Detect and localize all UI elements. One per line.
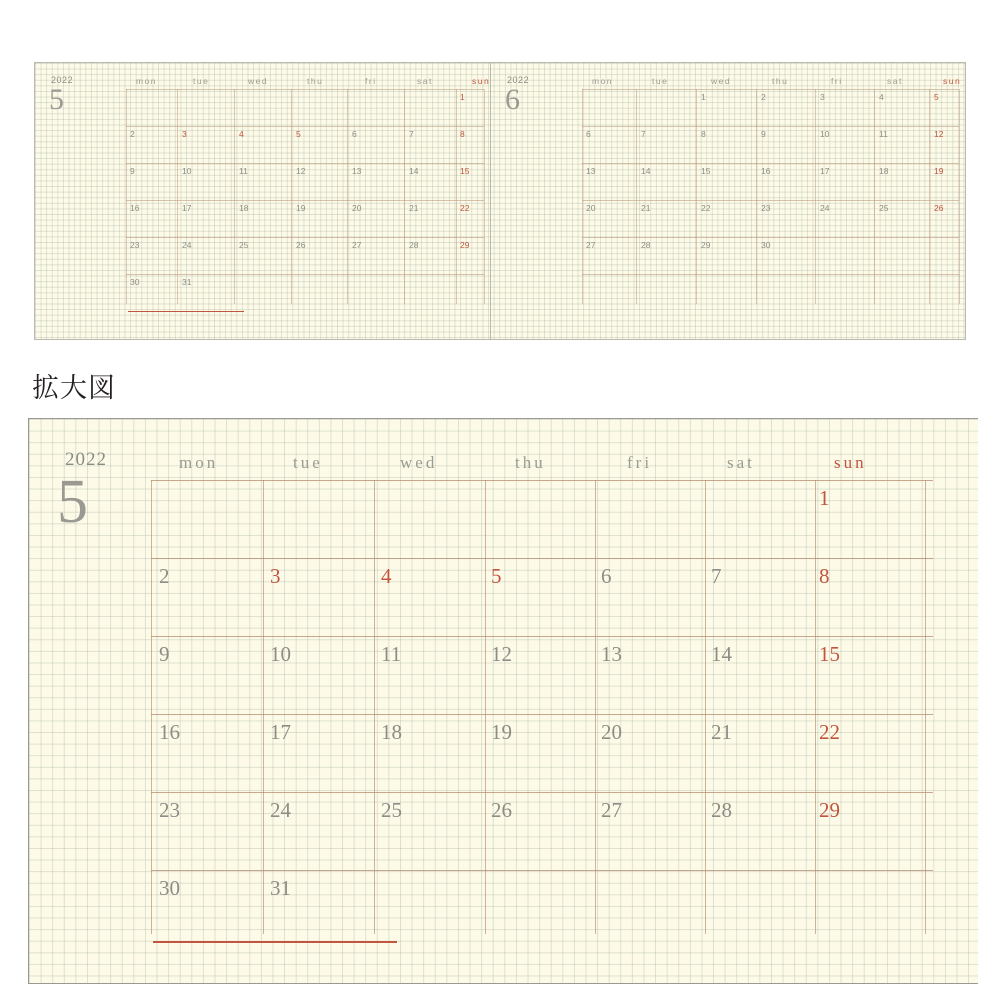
mini-day-cell: 29 xyxy=(701,240,711,250)
mini-day-cell: 1 xyxy=(701,92,706,102)
mini-day-cell: 5 xyxy=(934,92,939,102)
mini-dow-wed: wed xyxy=(248,76,269,86)
zoom-day-divider xyxy=(485,480,486,934)
zoom-day-cell: 13 xyxy=(601,642,622,666)
zoom-day-cell: 12 xyxy=(491,642,512,666)
mini-day-cell: 22 xyxy=(701,203,711,213)
mini-day-cell: 24 xyxy=(182,240,192,250)
mini-day-cell: 9 xyxy=(761,129,766,139)
mini-day-cell: 18 xyxy=(879,166,889,176)
zoom-day-cell: 20 xyxy=(601,720,622,744)
zoom-day-cell: 25 xyxy=(381,798,402,822)
mini-day-cell: 23 xyxy=(130,240,140,250)
mini-day-cell: 2 xyxy=(761,92,766,102)
mini-day-cell: 22 xyxy=(460,203,470,213)
mini-dow-tue: tue xyxy=(652,76,669,86)
zoom-day-divider xyxy=(925,480,926,934)
figure-caption: 拡大図 xyxy=(32,373,116,403)
zoom-day-divider xyxy=(374,480,375,934)
zoom-dow-sat: sat xyxy=(727,453,755,472)
zoom-day-cell: 18 xyxy=(381,720,402,744)
calendar-zoom-view xyxy=(28,418,978,984)
mini-day-cell: 30 xyxy=(130,277,140,287)
mini-dow-fri: fri xyxy=(365,76,377,86)
mini-dow-tue: tue xyxy=(193,76,210,86)
calendar-spread-thumbnail xyxy=(34,62,966,340)
mini-day-cell: 16 xyxy=(130,203,140,213)
mini-dow-thu: thu xyxy=(772,76,789,86)
zoom-dow-fri: fri xyxy=(627,453,653,472)
mini-day-cell: 10 xyxy=(820,129,830,139)
mini-day-divider xyxy=(815,89,816,304)
mini-day-cell: 31 xyxy=(182,277,192,287)
zoom-day-cell: 8 xyxy=(819,564,830,588)
mini-day-divider xyxy=(484,89,485,304)
mini-day-cell: 15 xyxy=(701,166,711,176)
zoom-day-cell: 16 xyxy=(159,720,180,744)
mini-day-divider xyxy=(929,89,930,304)
mini-day-divider xyxy=(347,89,348,304)
mini-month-june xyxy=(491,63,967,339)
zoom-day-cell: 11 xyxy=(381,642,402,666)
zoom-dow-sun: sun xyxy=(834,453,867,472)
mini-day-divider xyxy=(696,89,697,304)
mini-day-divider xyxy=(456,89,457,304)
zoom-day-cell: 22 xyxy=(819,720,840,744)
zoom-day-divider xyxy=(263,480,264,934)
mini-day-cell: 8 xyxy=(460,129,465,139)
zoom-day-cell: 2 xyxy=(159,564,170,588)
mini-day-cell: 28 xyxy=(409,240,419,250)
mini-day-cell: 11 xyxy=(239,166,248,176)
mini-day-cell: 21 xyxy=(641,203,651,213)
mini-day-cell: 18 xyxy=(239,203,249,213)
mini-dow-wed: wed xyxy=(711,76,732,86)
mini-dow-thu: thu xyxy=(307,76,324,86)
mini-day-cell: 12 xyxy=(934,129,944,139)
mini-day-cell: 21 xyxy=(409,203,419,213)
mini-week-rule xyxy=(126,237,484,238)
zoom-red-underline xyxy=(153,941,397,943)
mini-week-rule xyxy=(582,200,959,201)
mini-day-divider xyxy=(959,89,960,304)
zoom-day-divider xyxy=(151,480,152,934)
zoom-day-cell: 14 xyxy=(711,642,732,666)
zoom-dow-mon: mon xyxy=(179,453,219,472)
mini-day-cell: 19 xyxy=(934,166,944,176)
zoom-day-cell: 29 xyxy=(819,798,840,822)
mini-day-cell: 15 xyxy=(460,166,470,176)
zoom-day-cell: 31 xyxy=(270,876,291,900)
mini-day-cell: 27 xyxy=(352,240,362,250)
mini-day-cell: 11 xyxy=(879,129,888,139)
mini-dow-sun: sun xyxy=(472,76,491,86)
zoom-day-cell: 6 xyxy=(601,564,612,588)
mini-day-divider xyxy=(404,89,405,304)
mini-day-cell: 25 xyxy=(879,203,889,213)
mini-day-divider xyxy=(234,89,235,304)
mini-week-rule xyxy=(126,89,484,90)
mini-day-cell: 12 xyxy=(296,166,306,176)
mini-day-cell: 25 xyxy=(239,240,249,250)
zoom-day-cell: 1 xyxy=(819,486,830,510)
mini-day-cell: 26 xyxy=(934,203,944,213)
zoom-dow-wed: wed xyxy=(400,453,438,472)
mini-day-cell: 14 xyxy=(641,166,651,176)
mini-day-cell: 16 xyxy=(761,166,771,176)
mini-day-cell: 7 xyxy=(641,129,646,139)
mini-month-number: 6 xyxy=(505,83,520,116)
zoom-dow-thu: thu xyxy=(515,453,546,472)
mini-day-cell: 6 xyxy=(352,129,357,139)
zoom-day-cell: 21 xyxy=(711,720,732,744)
mini-dow-mon: mon xyxy=(592,76,614,86)
zoom-day-cell: 3 xyxy=(270,564,281,588)
zoom-day-cell: 5 xyxy=(491,564,502,588)
mini-day-cell: 24 xyxy=(820,203,830,213)
mini-dow-sat: sat xyxy=(887,76,903,86)
zoom-day-cell: 23 xyxy=(159,798,180,822)
mini-day-divider xyxy=(582,89,583,304)
mini-day-cell: 20 xyxy=(586,203,596,213)
zoom-day-divider xyxy=(815,480,816,934)
mini-day-divider xyxy=(126,89,127,304)
zoom-year-label: 2022 xyxy=(65,449,107,470)
mini-day-cell: 5 xyxy=(296,129,301,139)
mini-day-cell: 20 xyxy=(352,203,362,213)
mini-day-cell: 8 xyxy=(701,129,706,139)
mini-dow-sat: sat xyxy=(417,76,433,86)
mini-red-underline xyxy=(128,311,244,312)
zoom-day-cell: 30 xyxy=(159,876,180,900)
mini-day-cell: 4 xyxy=(239,129,244,139)
mini-year-label: 2022 xyxy=(507,75,530,85)
mini-day-cell: 9 xyxy=(130,166,135,176)
mini-day-cell: 13 xyxy=(586,166,596,176)
mini-month-may xyxy=(35,63,490,339)
zoom-dow-tue: tue xyxy=(293,453,323,472)
zoom-day-cell: 9 xyxy=(159,642,170,666)
mini-week-rule xyxy=(582,126,959,127)
mini-day-cell: 3 xyxy=(182,129,187,139)
mini-week-rule xyxy=(582,274,959,275)
mini-week-rule xyxy=(126,126,484,127)
mini-day-cell: 10 xyxy=(182,166,192,176)
mini-day-divider xyxy=(291,89,292,304)
zoom-day-cell: 27 xyxy=(601,798,622,822)
mini-dow-sun: sun xyxy=(943,76,962,86)
mini-week-rule xyxy=(582,89,959,90)
mini-day-cell: 14 xyxy=(409,166,419,176)
mini-year-label: 2022 xyxy=(51,75,74,85)
mini-day-cell: 13 xyxy=(352,166,362,176)
zoom-day-cell: 4 xyxy=(381,564,392,588)
mini-day-cell: 26 xyxy=(296,240,306,250)
mini-month-number: 5 xyxy=(49,83,64,116)
zoom-day-divider xyxy=(705,480,706,934)
mini-day-divider xyxy=(756,89,757,304)
mini-day-cell: 27 xyxy=(586,240,596,250)
mini-day-cell: 17 xyxy=(820,166,830,176)
mini-day-divider xyxy=(177,89,178,304)
zoom-day-divider xyxy=(595,480,596,934)
mini-week-rule xyxy=(126,200,484,201)
zoom-day-cell: 24 xyxy=(270,798,291,822)
mini-day-cell: 7 xyxy=(409,129,414,139)
mini-dow-mon: mon xyxy=(136,76,158,86)
mini-day-cell: 4 xyxy=(879,92,884,102)
zoom-day-cell: 7 xyxy=(711,564,722,588)
zoom-day-cell: 19 xyxy=(491,720,512,744)
mini-day-cell: 2 xyxy=(130,129,135,139)
zoom-day-cell: 17 xyxy=(270,720,291,744)
mini-week-rule xyxy=(582,163,959,164)
mini-day-cell: 29 xyxy=(460,240,470,250)
mini-day-cell: 3 xyxy=(820,92,825,102)
mini-dow-fri: fri xyxy=(831,76,843,86)
zoom-day-cell: 26 xyxy=(491,798,512,822)
mini-day-cell: 19 xyxy=(296,203,306,213)
zoom-day-cell: 15 xyxy=(819,642,840,666)
zoom-day-cell: 10 xyxy=(270,642,291,666)
mini-day-cell: 30 xyxy=(761,240,771,250)
mini-day-divider xyxy=(636,89,637,304)
zoom-day-cell: 28 xyxy=(711,798,732,822)
zoom-month-number: 5 xyxy=(57,468,88,536)
mini-day-cell: 6 xyxy=(586,129,591,139)
mini-day-cell: 1 xyxy=(460,92,465,102)
mini-day-divider xyxy=(874,89,875,304)
mini-day-cell: 28 xyxy=(641,240,651,250)
mini-day-cell: 23 xyxy=(761,203,771,213)
mini-week-rule xyxy=(582,237,959,238)
mini-week-rule xyxy=(126,274,484,275)
mini-week-rule xyxy=(126,163,484,164)
mini-day-cell: 17 xyxy=(182,203,192,213)
